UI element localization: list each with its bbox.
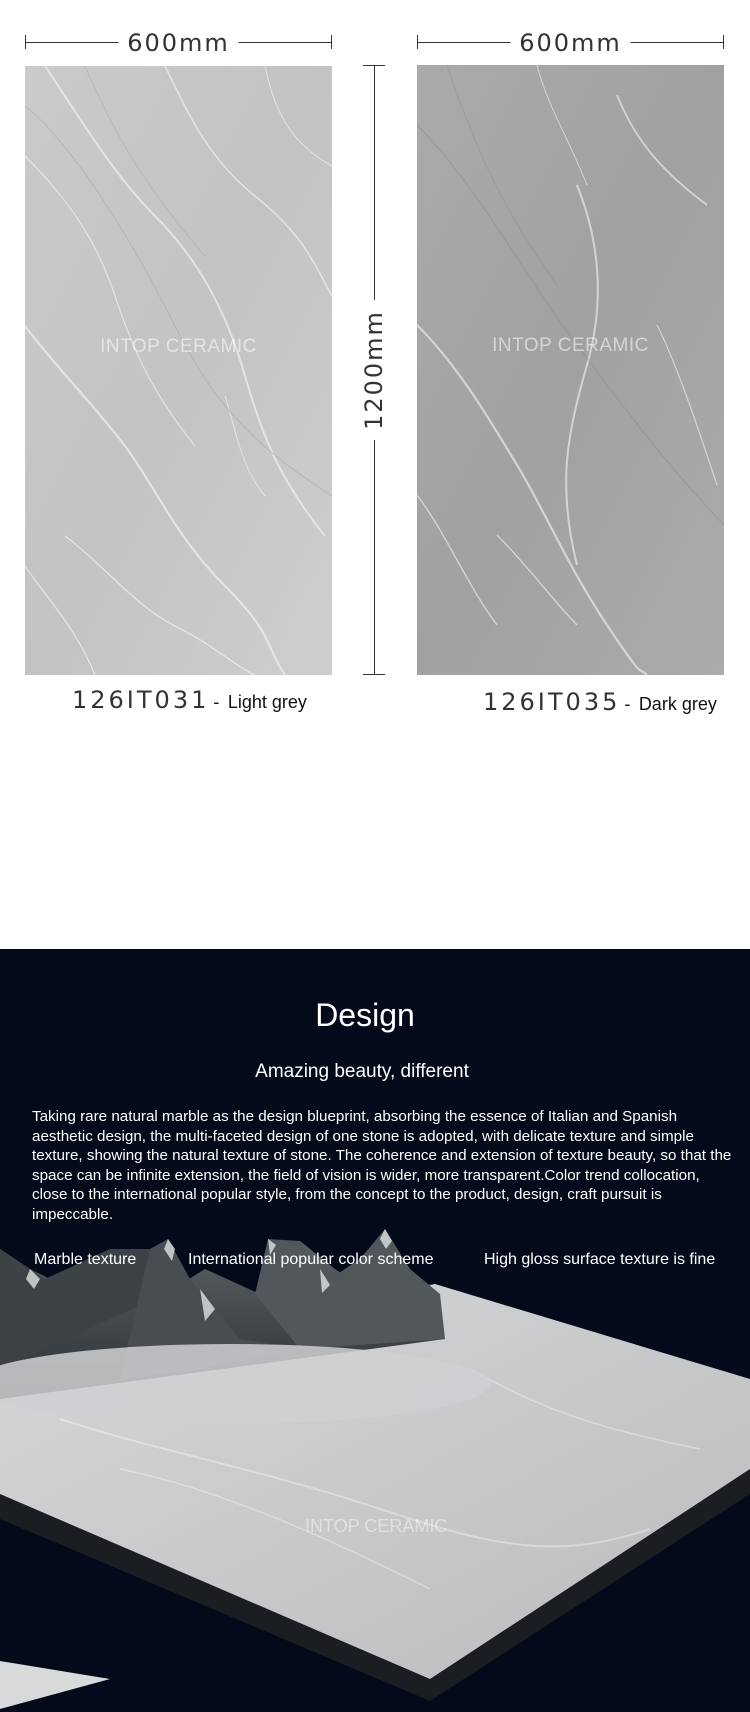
design-description: Taking rare natural marble as the design blueprint, absorbing the essence of Italian and Spanish aesthetic design, the multi-faceted design of one stone is adopted, with delicate texture and simple texture, showing the natural texture of stone. The coherence and extension of texture beauty, so that the space can be infinite extension, the field of vision is wider, more transparent.Color trend collocation, close to the international popular style, from the concept to the product, design, craft pursuit is impeccable. xyxy=(32,1108,732,1223)
design-section xyxy=(0,949,750,1712)
tile-code-dark: 126IT035 xyxy=(483,688,621,716)
width-label-left: 600mm xyxy=(118,29,239,57)
height-dimension xyxy=(360,65,388,675)
tile-dark-grey xyxy=(417,65,724,675)
tile-light-grey xyxy=(25,66,332,675)
watermark-light: INTOP CERAMIC xyxy=(100,336,257,357)
marble-texture-light xyxy=(25,66,332,675)
feature-color-scheme: International popular color scheme xyxy=(188,1251,434,1268)
width-dimension-left xyxy=(25,29,332,57)
design-title: Design xyxy=(315,997,415,1033)
design-subtitle: Amazing beauty, different xyxy=(255,1061,469,1082)
height-label: 1200mm xyxy=(360,300,388,440)
feature-marble-texture: Marble texture xyxy=(34,1251,137,1268)
tile-caption-dark xyxy=(483,688,717,716)
design-watermark: INTOP CERAMIC xyxy=(305,1516,448,1536)
tile-name-dark: Dark grey xyxy=(638,694,717,714)
tile-separator-light: - xyxy=(213,692,220,712)
tile-name-light: Light grey xyxy=(227,692,307,712)
feature-gloss-surface: High gloss surface texture is fine xyxy=(484,1251,716,1268)
tile-caption-light xyxy=(72,686,307,714)
tile-separator-dark: - xyxy=(624,694,631,714)
marble-texture-dark xyxy=(417,65,724,675)
tile-code-light: 126IT031 xyxy=(72,686,210,714)
width-label-right: 600mm xyxy=(510,29,631,57)
width-dimension-right xyxy=(417,29,724,57)
watermark-dark: INTOP CERAMIC xyxy=(492,335,649,356)
